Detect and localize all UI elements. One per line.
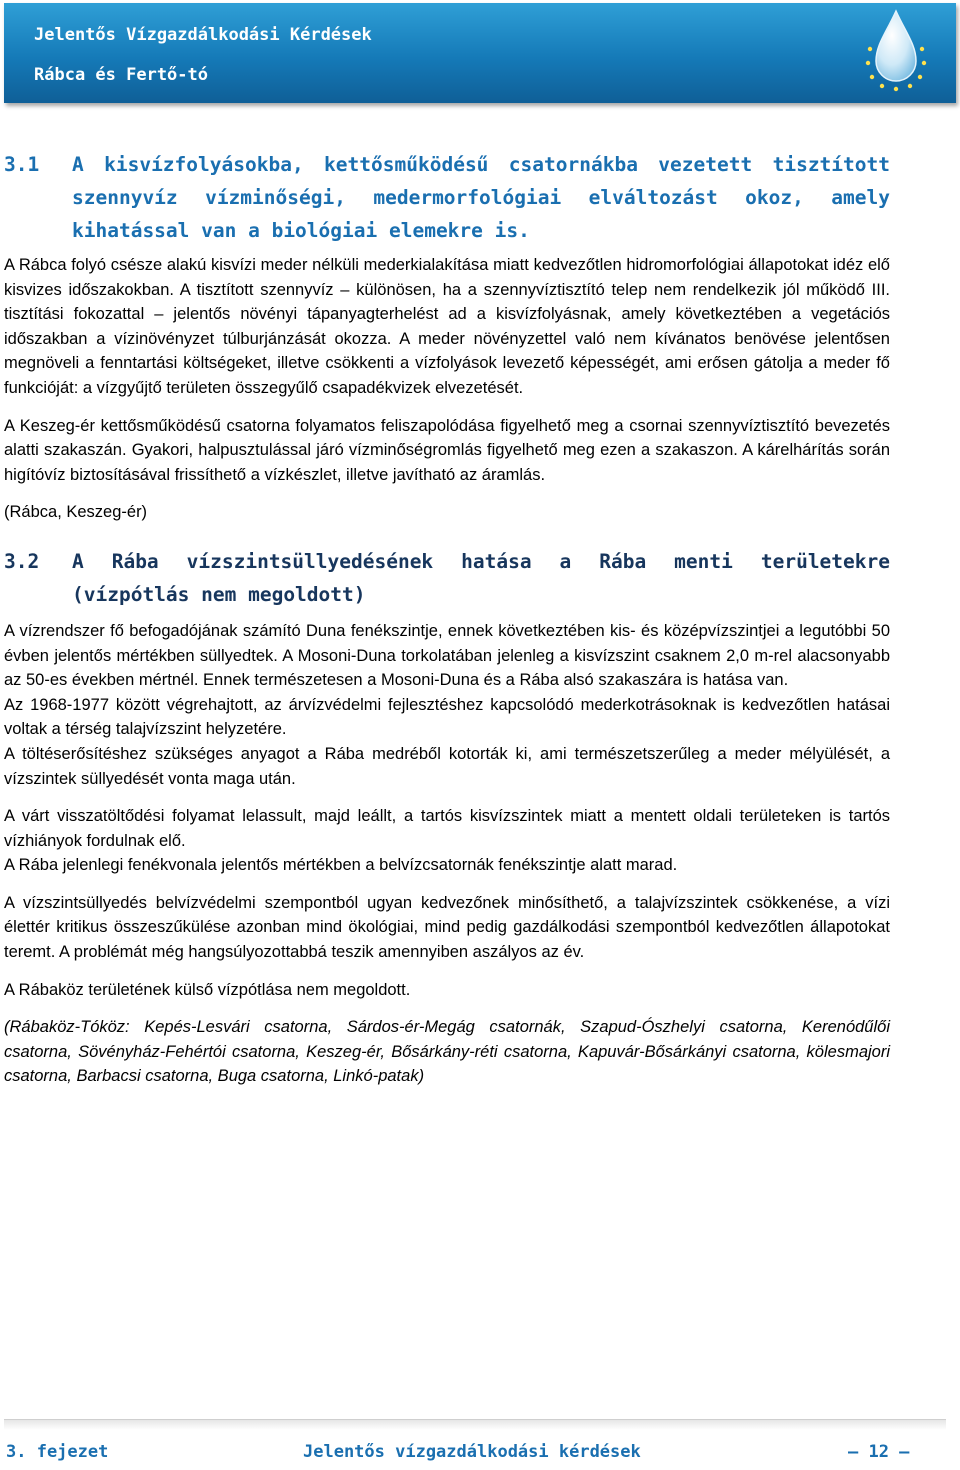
paragraph: A vízrendszer fő befogadójának számító Duna fenékszintje, ennek következtében kis- és középvízszintjei a legutóbbi 50 évben jelentős mértékben süllyedtek. A Mosoni-Duna torkolatában jelenleg a kisvízszint csaknem 2,0 m-rel alacsonyabb az 50-es években mértnél. Ennek természetesen a Mosoni-Duna és a Rába alsó szakaszára is hatása van. — [4, 621, 890, 690]
paragraph-citation: (Rábaköz-Tóköz: Kepés-Lesvári csatorna, Sárdos-ér-Megág csatornák, Szapud-Ószhelyi csatorna, Kerenódűlői csatorna, Sövényház-Fehértói csatorna, Keszeg-ér, Bősárkány-réti csatorna, Kapuvár-Bősárkányi csatorna, kölesmajori csatorna, Barbacsi csatorna, Buga csatorna, Linkó-patak) — [4, 1018, 890, 1086]
header-title: Jelentős Vízgazdálkodási Kérdések — [34, 25, 372, 45]
footer-divider — [4, 1419, 946, 1430]
section-title: A kisvízfolyásokba, kettősműködésű csatornákba vezetett tisztított szennyvíz vízminőségi, medermorfológiai elváltozást okoz, amely kihatással van a biológiai elemekre is. — [72, 153, 890, 242]
paragraph: Az 1968-1977 között végrehajtott, az árvízvédelmi fejlesztéshez kapcsolódó mederkotrásoknak is kedvezőtlen hatásai voltak a térség talajvízszint helyzetére. — [4, 695, 890, 739]
paragraph: A Rába jelenlegi fenékvonala jelentős mértékben a belvízcsatornák fenékszintje alatt marad. — [4, 856, 678, 875]
section-3-2-heading — [4, 545, 890, 611]
section-number: 3.2 — [4, 549, 40, 573]
header-band — [4, 3, 956, 103]
paragraph-citation: (Rábca, Keszeg-ér) — [4, 503, 148, 522]
document-body — [4, 148, 890, 1089]
paragraph: A töltéserősítéshez szükséges anyagot a Rába medréből kotorták ki, ami természetszerűleg a meder mélyülését, a vízszintek süllyedését vonta maga után. — [4, 744, 890, 788]
section-title: A Rába vízszintsüllyedésének hatása a Rába menti területekre (vízpótlás nem megoldott) — [72, 549, 890, 606]
paragraph: A Keszeg-ér kettősműködésű csatorna folyamatos feliszapolódása figyelhető meg a csornai szennyvíztisztító bevezetés alatti szakaszán. Gyakori, halpusztulással járó vízminőségromlás figyelhető meg ezen a szakaszon. A kárelhárítás során higítóvíz biztosításával frissíthető a vízkészlet, illetve javítható az áramlás. — [4, 416, 890, 484]
section-3-1-heading — [4, 148, 890, 247]
header-subtitle: Rábca és Fertő-tó — [34, 65, 208, 85]
footer-chapter: 3. fejezet — [6, 1442, 109, 1462]
paragraph: A vízszintsüllyedés belvízvédelmi szempontból ugyan kedvezőnek minősíthető, a talajvízszintek csökkenése, a vízi élettér kritikus összeszűkülése azonban mind ökológiai, mind pedig gazdálkodási szempontból kedvezőtlen állapotokat teremt. A problémát még hangsúlyozottabbá teszik amennyiben aszályos az év. — [4, 893, 890, 962]
water-drop-eu-stars-logo — [846, 3, 946, 103]
page-number: — 12 — — [848, 1442, 910, 1462]
paragraph: A Rábca folyó csésze alakú kisvízi meder nélküli mederkialakítása miatt kedvezőtlen hidromorfológiai állapotokat idéz elő kisvizes időszakokban. A tisztított szennyvíz – különösen, ha a szennyvíztisztító telep nem rendelkezik jól működő III. tisztítási fokozattal – jelentős növényi tápanyagterhelést ad a kisvízfolyásnak, amely következtében a vegetációs időszakban a vízinövényzet túlburjánzását okozza. A meder növényzettel való nem kívánatos benövése jelentősen megnöveli a fenntartási költségeket, illetve csökkenti a vízfolyások levezető képességét, ami erősen gátolja a meder fő funkcióját: a vízgyűjtő területen összegyűlő csapadékvizek elvezetését. — [4, 256, 890, 397]
section-number: 3.1 — [4, 153, 40, 176]
paragraph: A várt visszatöltődési folyamat lelassult, majd leállt, a tartós kisvízszintek miatt a mentett oldali területeken is tartós vízhiányok fordulnak elő. — [4, 807, 890, 850]
paragraph: A Rábaköz területének külső vízpótlása nem megoldott. — [4, 980, 411, 999]
footer-title: Jelentős vízgazdálkodási kérdések — [303, 1442, 641, 1462]
